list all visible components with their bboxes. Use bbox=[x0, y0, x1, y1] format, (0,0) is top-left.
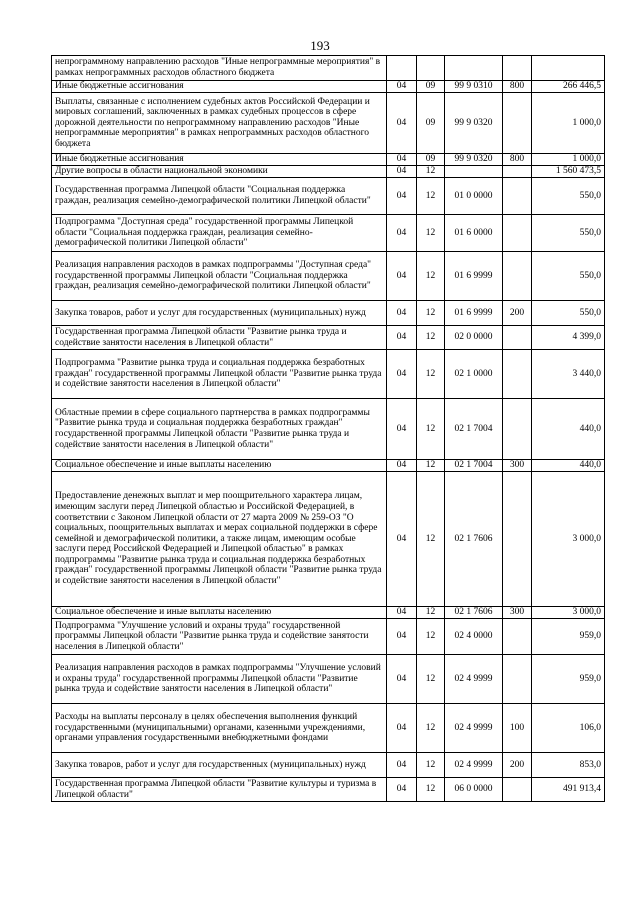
subsection-code-cell: 09 bbox=[417, 93, 445, 154]
section-code-cell: 04 bbox=[387, 655, 417, 704]
section-code-cell: 04 bbox=[387, 252, 417, 301]
section-code-cell: 04 bbox=[387, 93, 417, 154]
table-row bbox=[52, 350, 605, 399]
subsection-code-cell: 12 bbox=[417, 215, 445, 252]
amount-cell: 550,0 bbox=[532, 215, 605, 252]
target-article-cell: 02 1 7004 bbox=[445, 399, 503, 460]
amount-cell: 106,0 bbox=[532, 704, 605, 753]
subsection-code-cell: 12 bbox=[417, 607, 445, 619]
amount-cell: 266 446,5 bbox=[532, 81, 605, 93]
section-code-cell: 04 bbox=[387, 81, 417, 93]
subsection-code-cell bbox=[417, 56, 445, 81]
expense-type-cell: 300 bbox=[503, 460, 532, 472]
expense-name-cell: Иные бюджетные ассигнования bbox=[52, 81, 387, 93]
expense-type-cell bbox=[503, 326, 532, 350]
expense-type-cell bbox=[503, 166, 532, 178]
target-article-cell: 02 4 0000 bbox=[445, 619, 503, 655]
expense-name-cell: Закупка товаров, работ и услуг для государственных (муниципальных) нужд bbox=[52, 753, 387, 778]
table-row bbox=[52, 56, 605, 81]
amount-cell: 3 440,0 bbox=[532, 350, 605, 399]
expense-name-cell: Подпрограмма "Улучшение условий и охраны труда" государственной программы Липецкой области "Развитие рынка труда и содействие занятости населения в Липецкой области" bbox=[52, 619, 387, 655]
table-row bbox=[52, 655, 605, 704]
subsection-code-cell: 09 bbox=[417, 81, 445, 93]
target-article-cell: 01 6 0000 bbox=[445, 215, 503, 252]
section-code-cell: 04 bbox=[387, 178, 417, 215]
expense-type-cell: 200 bbox=[503, 753, 532, 778]
page-number: 193 bbox=[310, 38, 330, 53]
target-article-cell bbox=[445, 166, 503, 178]
section-code-cell: 04 bbox=[387, 166, 417, 178]
amount-cell: 959,0 bbox=[532, 619, 605, 655]
amount-cell: 4 399,0 bbox=[532, 326, 605, 350]
target-article-cell: 02 1 7004 bbox=[445, 460, 503, 472]
subsection-code-cell: 12 bbox=[417, 753, 445, 778]
table-row bbox=[52, 472, 605, 607]
section-code-cell: 04 bbox=[387, 154, 417, 166]
table-body bbox=[52, 56, 605, 802]
table-row bbox=[52, 326, 605, 350]
subsection-code-cell: 12 bbox=[417, 166, 445, 178]
table-row bbox=[52, 81, 605, 93]
section-code-cell: 04 bbox=[387, 215, 417, 252]
expense-name-cell: Предоставление денежных выплат и мер поощрительного характера лицам, имеющим заслуги перед Липецкой областью и Российской Федерацией, в соответствии с Законом Липецкой области от 27 марта 2009 № 259-ОЗ "О социальных, поощрительных выплатах и мерах социальной поддержки в сфере семейной и демографической политики, а также лицам, имеющим особые заслуги перед Российской Федерацией и Липецкой областью" в рамках подпрограммы "Развитие рынка труда и социальная поддержка безработных граждан" государственной программы Липецкой области "Развитие рынка труда и содействие занятости населения в Липецкой области" bbox=[52, 472, 387, 607]
subsection-code-cell: 12 bbox=[417, 350, 445, 399]
subsection-code-cell: 12 bbox=[417, 301, 445, 326]
expense-name-cell: Реализация направления расходов в рамках подпрограммы "Улучшение условий и охраны труда" государственной программы Липецкой области "Развитие рынка труда и содействие занятости населения в Липецкой области" bbox=[52, 655, 387, 704]
target-article-cell: 02 4 9999 bbox=[445, 655, 503, 704]
expense-type-cell bbox=[503, 93, 532, 154]
amount-cell: 550,0 bbox=[532, 301, 605, 326]
target-article-cell: 02 1 0000 bbox=[445, 350, 503, 399]
table-row bbox=[52, 607, 605, 619]
amount-cell bbox=[532, 56, 605, 81]
table-row bbox=[52, 154, 605, 166]
section-code-cell: 04 bbox=[387, 472, 417, 607]
subsection-code-cell: 12 bbox=[417, 472, 445, 607]
amount-cell: 550,0 bbox=[532, 252, 605, 301]
table-row bbox=[52, 252, 605, 301]
expense-name-cell: Подпрограмма "Доступная среда" государственной программы Липецкой области "Социальная поддержка граждан, реализация семейно-демографической политики Липецкой области" bbox=[52, 215, 387, 252]
expense-type-cell bbox=[503, 655, 532, 704]
target-article-cell: 99 9 0320 bbox=[445, 93, 503, 154]
target-article-cell: 02 1 7606 bbox=[445, 607, 503, 619]
section-code-cell: 04 bbox=[387, 778, 417, 802]
subsection-code-cell: 09 bbox=[417, 154, 445, 166]
amount-cell: 440,0 bbox=[532, 460, 605, 472]
target-article-cell: 02 4 9999 bbox=[445, 704, 503, 753]
expense-type-cell: 800 bbox=[503, 154, 532, 166]
table-row bbox=[52, 215, 605, 252]
amount-cell: 440,0 bbox=[532, 399, 605, 460]
subsection-code-cell: 12 bbox=[417, 399, 445, 460]
expense-name-cell: Иные бюджетные ассигнования bbox=[52, 154, 387, 166]
expense-type-cell bbox=[503, 56, 532, 81]
expense-name-cell: Реализация направления расходов в рамках подпрограммы "Доступная среда" государственной программы Липецкой области "Социальная поддержка граждан, реализация семейно-демографической политики Липецкой области" bbox=[52, 252, 387, 301]
amount-cell: 1 000,0 bbox=[532, 154, 605, 166]
expense-type-cell: 800 bbox=[503, 81, 532, 93]
target-article-cell: 02 1 7606 bbox=[445, 472, 503, 607]
target-article-cell bbox=[445, 56, 503, 81]
table-row bbox=[52, 704, 605, 753]
expense-name-cell: Государственная программа Липецкой области "Социальная поддержка граждан, реализация семейно-демографической политики Липецкой области" bbox=[52, 178, 387, 215]
expense-type-cell: 100 bbox=[503, 704, 532, 753]
expense-type-cell bbox=[503, 619, 532, 655]
subsection-code-cell: 12 bbox=[417, 460, 445, 472]
table-row bbox=[52, 166, 605, 178]
expense-type-cell bbox=[503, 252, 532, 301]
target-article-cell: 02 0 0000 bbox=[445, 326, 503, 350]
subsection-code-cell: 12 bbox=[417, 178, 445, 215]
amount-cell: 1 000,0 bbox=[532, 93, 605, 154]
table-row bbox=[52, 93, 605, 154]
section-code-cell: 04 bbox=[387, 753, 417, 778]
expense-name-cell: Государственная программа Липецкой области "Развитие культуры и туризма в Липецкой области" bbox=[52, 778, 387, 802]
table-row bbox=[52, 178, 605, 215]
section-code-cell: 04 bbox=[387, 460, 417, 472]
budget-table bbox=[51, 55, 605, 802]
subsection-code-cell: 12 bbox=[417, 326, 445, 350]
expense-name-cell: Расходы на выплаты персоналу в целях обеспечения выполнения функций государственными (муниципальными) органами, казенными учреждениями, органами управления государственными внебюджетными фондами bbox=[52, 704, 387, 753]
expense-name-cell: Закупка товаров, работ и услуг для государственных (муниципальных) нужд bbox=[52, 301, 387, 326]
amount-cell: 491 913,4 bbox=[532, 778, 605, 802]
amount-cell: 959,0 bbox=[532, 655, 605, 704]
section-code-cell: 04 bbox=[387, 704, 417, 753]
subsection-code-cell: 12 bbox=[417, 778, 445, 802]
section-code-cell: 04 bbox=[387, 326, 417, 350]
expense-type-cell bbox=[503, 350, 532, 399]
expense-name-cell: Подпрограмма "Развитие рынка труда и социальная поддержка безработных граждан" государственной программы Липецкой области "Развитие рынка труда и содействие занятости населения в Липецкой области" bbox=[52, 350, 387, 399]
section-code-cell: 04 bbox=[387, 301, 417, 326]
expense-type-cell: 300 bbox=[503, 607, 532, 619]
amount-cell: 3 000,0 bbox=[532, 472, 605, 607]
section-code-cell: 04 bbox=[387, 350, 417, 399]
subsection-code-cell: 12 bbox=[417, 704, 445, 753]
expense-type-cell bbox=[503, 215, 532, 252]
amount-cell: 3 000,0 bbox=[532, 607, 605, 619]
target-article-cell: 01 6 9999 bbox=[445, 252, 503, 301]
expense-name-cell: Социальное обеспечение и иные выплаты населению bbox=[52, 607, 387, 619]
section-code-cell: 04 bbox=[387, 619, 417, 655]
expense-name-cell: Другие вопросы в области национальной экономики bbox=[52, 166, 387, 178]
target-article-cell: 01 6 9999 bbox=[445, 301, 503, 326]
table-row bbox=[52, 399, 605, 460]
table-row bbox=[52, 778, 605, 802]
expense-type-cell bbox=[503, 472, 532, 607]
subsection-code-cell: 12 bbox=[417, 252, 445, 301]
section-code-cell: 04 bbox=[387, 607, 417, 619]
subsection-code-cell: 12 bbox=[417, 655, 445, 704]
expense-name-cell: Областные премии в сфере социального партнерства в рамках подпрограммы "Развитие рынка труда и социальная поддержка безработных граждан" государственной программы Липецкой области "Развитие рынка труда и содействие занятости населения в Липецкой области" bbox=[52, 399, 387, 460]
amount-cell: 853,0 bbox=[532, 753, 605, 778]
target-article-cell: 06 0 0000 bbox=[445, 778, 503, 802]
expense-type-cell bbox=[503, 178, 532, 215]
expense-type-cell: 200 bbox=[503, 301, 532, 326]
expense-type-cell bbox=[503, 778, 532, 802]
amount-cell: 1 560 473,5 bbox=[532, 166, 605, 178]
expense-name-cell: Социальное обеспечение и иные выплаты населению bbox=[52, 460, 387, 472]
table-row bbox=[52, 753, 605, 778]
table-row bbox=[52, 460, 605, 472]
target-article-cell: 99 9 0310 bbox=[445, 81, 503, 93]
expense-name-cell: Выплаты, связанные с исполнением судебных актов Российской Федерации и мировых соглашений, заключенных в рамках судебных процессов в сфере дорожной деятельности по непрограммному направлению расходов "Иные непрограммные мероприятия" в рамках непрограммных расходов областного бюджета bbox=[52, 93, 387, 154]
amount-cell: 550,0 bbox=[532, 178, 605, 215]
target-article-cell: 02 4 9999 bbox=[445, 753, 503, 778]
expense-type-cell bbox=[503, 399, 532, 460]
expense-name-cell: Государственная программа Липецкой области "Развитие рынка труда и содействие занятости населения в Липецкой области" bbox=[52, 326, 387, 350]
expense-name-cell: непрограммному направлению расходов "Иные непрограммные мероприятия" в рамках непрограммных расходов областного бюджета bbox=[52, 56, 387, 81]
section-code-cell: 04 bbox=[387, 399, 417, 460]
table-row bbox=[52, 619, 605, 655]
target-article-cell: 01 0 0000 bbox=[445, 178, 503, 215]
subsection-code-cell: 12 bbox=[417, 619, 445, 655]
table-row bbox=[52, 301, 605, 326]
target-article-cell: 99 9 0320 bbox=[445, 154, 503, 166]
section-code-cell bbox=[387, 56, 417, 81]
